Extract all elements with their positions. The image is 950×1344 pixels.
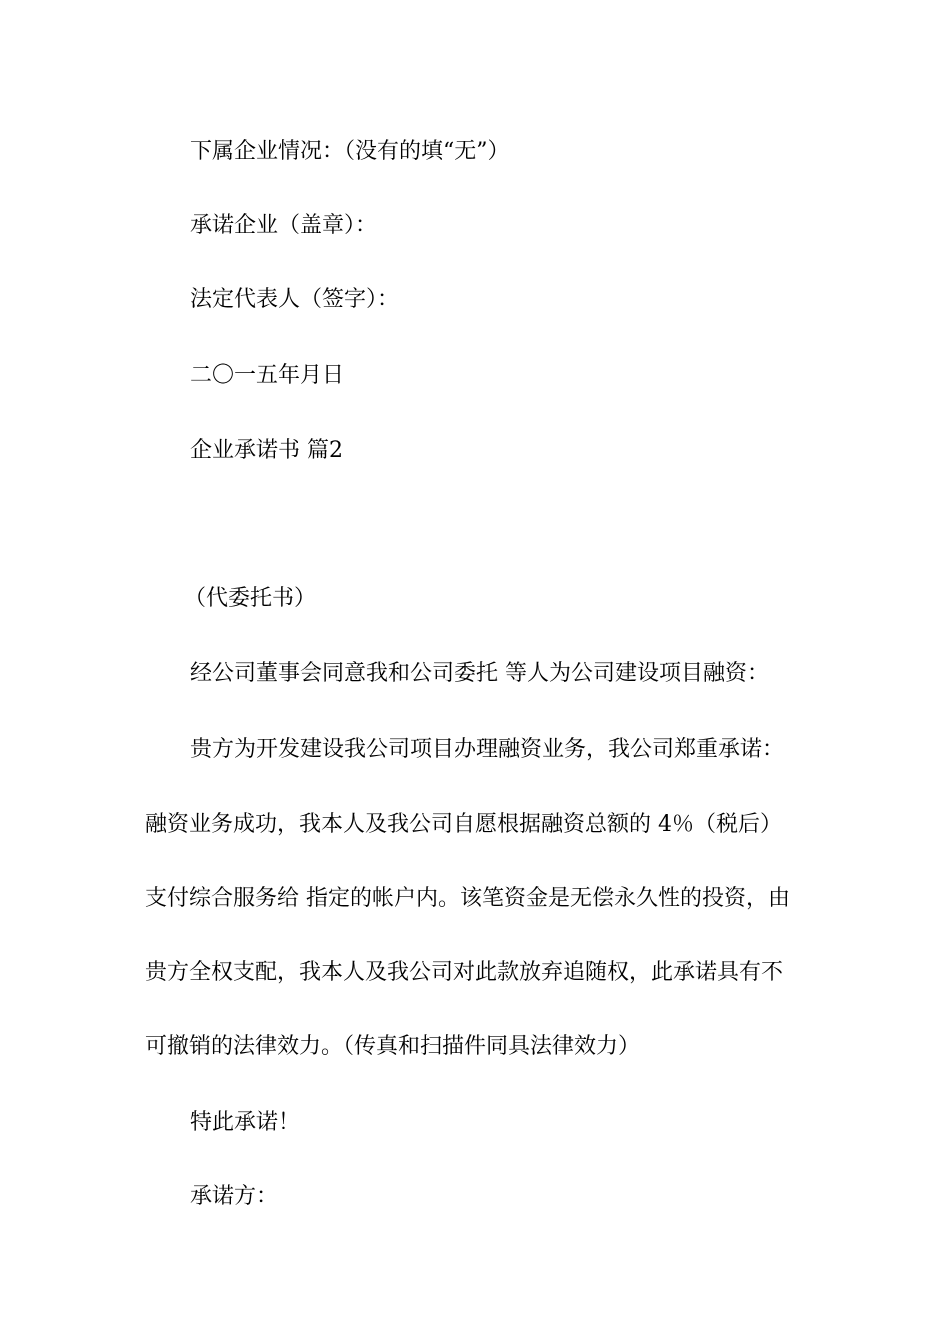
paragraph-line-5: 可撤销的法律效力。（传真和扫描件同具法律效力） — [145, 1034, 641, 1059]
legal-representative-line: 法定代表人（签字）： — [190, 287, 400, 312]
paragraph-line-1: 贵方为开发建设我公司项目办理融资业务，我公司郑重承诺： — [190, 737, 785, 762]
date-line: 二〇一五年月日 — [190, 363, 345, 388]
committing-company-seal-line: 承诺企业（盖章）： — [190, 213, 378, 238]
subtitle-line: （代委托书） — [184, 586, 317, 611]
paragraph-line-2: 融资业务成功，我本人及我公司自愿根据融资总额的 4％（税后） — [145, 812, 782, 837]
subsidiary-line: 下属企业情况：（没有的填“无”） — [190, 139, 510, 164]
closing-statement: 特此承诺！ — [190, 1110, 301, 1135]
paragraph-line-3: 支付综合服务给 指定的帐户内。该笔资金是无偿永久性的投资，由 — [145, 886, 790, 911]
section-title: 企业承诺书 篇2 — [190, 438, 343, 463]
paragraph-intro: 经公司董事会同意我和公司委托 等人为公司建设项目融资： — [190, 661, 769, 686]
paragraph-line-4: 贵方全权支配，我本人及我公司对此款放弃追随权，此承诺具有不 — [145, 960, 784, 985]
committing-party-line: 承诺方： — [190, 1184, 279, 1209]
